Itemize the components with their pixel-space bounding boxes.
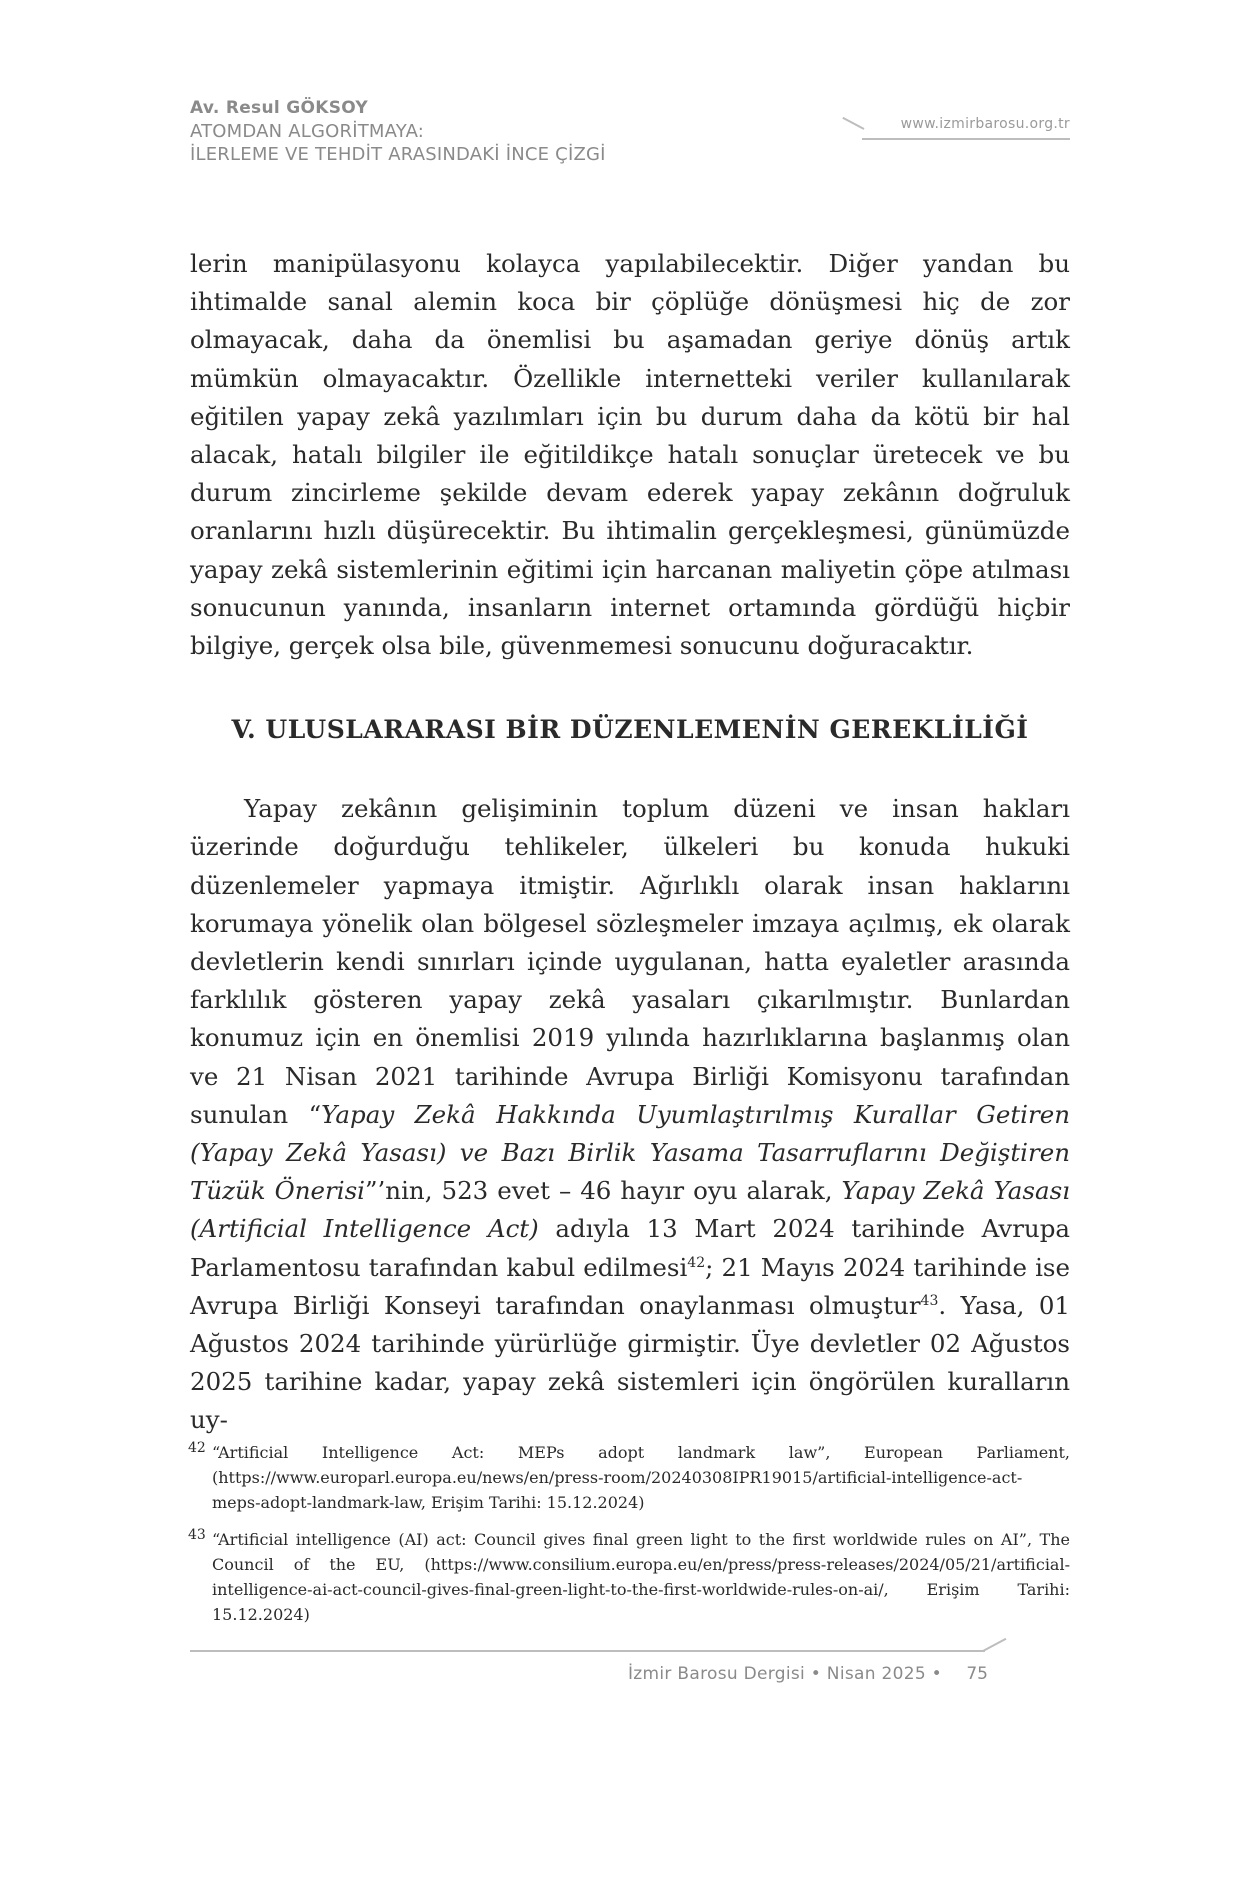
footnote-text: “Artificial Intelligence Act: MEPs adopt landmark law”, European Parliament, (https://www.europarl.europa.eu/news/en/press-room/20240308IPR19015/artificial-intelligence-act-meps-adopt-landmark-law, Erişim Tarihi: 15.12.2024) <box>212 1443 1070 1512</box>
footnote-ref-42[interactable]: 42 <box>687 1254 706 1271</box>
paragraph-section-v <box>190 790 1070 1439</box>
paragraph-continuation: lerin manipülasyonu kolayca yapılabilecektir. Diğer yandan bu ihtimalde sanal alemin koca bir çöplüğe dönüşmesi hiç de zor olmayacak, daha da önemlisi bu aşamadan geriye dönüş artık mümkün olmayacaktır. Özellikle internetteki veriler kullanılarak eğitilen yapay zekâ yazılımları için bu durum daha da kötü bir hal alacak, hatalı bilgiler ile eğitildikçe hatalı sonuçlar üretecek ve bu durum zincirleme şekilde devam ederek yapay zekânın doğruluk oranlarını hızlı düşürecektir. Bu ihtimalin gerçekleşmesi, günümüzde yapay zekâ sistemlerinin eğitimi için harcanan maliyetin çöpe atılması sonucunun yanında, insanların internet ortamında gördüğü hiçbir bilgiye, gerçek olsa bile, güvenmemesi sonucunu doğuracaktır. <box>190 249 1070 661</box>
paragraph-text: . Yasa, 01 Ağustos 2024 tarihinde yürürlüğe girmiştir. Üye devletler 02 Ağustos 2025 tarihine kadar, yapay zekâ sistemleri için öngörülen kuralların uy- <box>190 1290 1070 1435</box>
page-header <box>190 98 1070 188</box>
page-number: 75 <box>966 1664 988 1684</box>
author-name: Av. Resul GÖKSOY <box>190 98 368 118</box>
italic-title-proposal: Yapay Zekâ Hakkında Uyumlaştırılmış Kurallar Getiren (Yapay Zekâ Yasası) ve Bazı Birlik Yasama Tasarruflarını Değiştiren Tüzük Önerisi <box>190 1099 1070 1206</box>
footnote-text: “Artificial intelligence (AI) act: Council gives final green light to the first worldwide rules on AI”, The Council of the EU, (https://www.consilium.europa.eu/en/press/press-releases/2024/05/21/artificial-intelligence-ai-act-council-gives-final-green-light-to-the-first-worldwide-rules-on-ai/, Erişim Tarihi: 15.12.2024) <box>212 1530 1070 1624</box>
italic-title-act: Yapay Zekâ Yasası (Artificial Intelligence Act) <box>190 1176 1070 1244</box>
main-text <box>190 245 1070 1440</box>
footer-divider-angle <box>983 1638 1007 1652</box>
paragraph-text: Yapay zekânın gelişiminin toplum düzeni ve insan hakları üzerinde doğurduğu tehlikeler, ülkeleri bu konuda hukuki düzenlemeler yapmaya itmiştir. Ağırlıklı olarak insan haklarını korumaya yönelik olan bölgesel sözleşmeler imzaya açılmış, ek olarak devletlerin kendi sınırları içinde uygulanan, hatta eyaletler arasında farklılık gösteren yapay zekâ yasaları çıkarılmıştır. Bunlardan konumuz için en önemlisi 2019 yılında hazırlıklarına başlanmış olan ve 21 Nisan 2021 tarihinde Avrupa Birliği Komisyonu tarafından sunulan “ <box>190 794 1070 1129</box>
paragraph-text: ; 21 Mayıs 2024 tarihinde ise Avrupa Birliği Konseyi tarafından onaylanması olmuştur <box>190 1252 1070 1320</box>
footnotes <box>190 1440 1070 1639</box>
website-url: www.izmirbarosu.org.tr <box>900 116 1070 132</box>
footnote-number: 43 <box>188 1527 206 1543</box>
page-footer <box>190 1650 1070 1690</box>
footnote-43 <box>190 1527 1070 1627</box>
footnote-ref-43[interactable]: 43 <box>920 1292 939 1309</box>
header-divider <box>862 138 1070 140</box>
footnote-number: 42 <box>188 1440 206 1456</box>
article-title-line-1: ATOMDAN ALGORİTMAYA: <box>190 121 425 142</box>
paragraph-text: adıyla 13 Mart 2024 tarihinde Avrupa Parlamentosu tarafından kabul edilmesi <box>190 1214 1070 1282</box>
footnote-42 <box>190 1440 1070 1515</box>
paragraph-text: ”’nin, 523 evet – 46 hayır oyu alarak, <box>364 1176 842 1206</box>
journal-name: İzmir Barosu Dergisi • Nisan 2025 • <box>627 1664 942 1684</box>
footer-divider <box>190 1650 985 1652</box>
section-heading: V. ULUSLARARASI BİR DÜZENLEMENİN GEREKLİLİĞİ <box>231 715 1029 745</box>
article-title-line-2: İLERLEME VE TEHDİT ARASINDAKİ İNCE ÇİZGİ <box>190 144 606 165</box>
